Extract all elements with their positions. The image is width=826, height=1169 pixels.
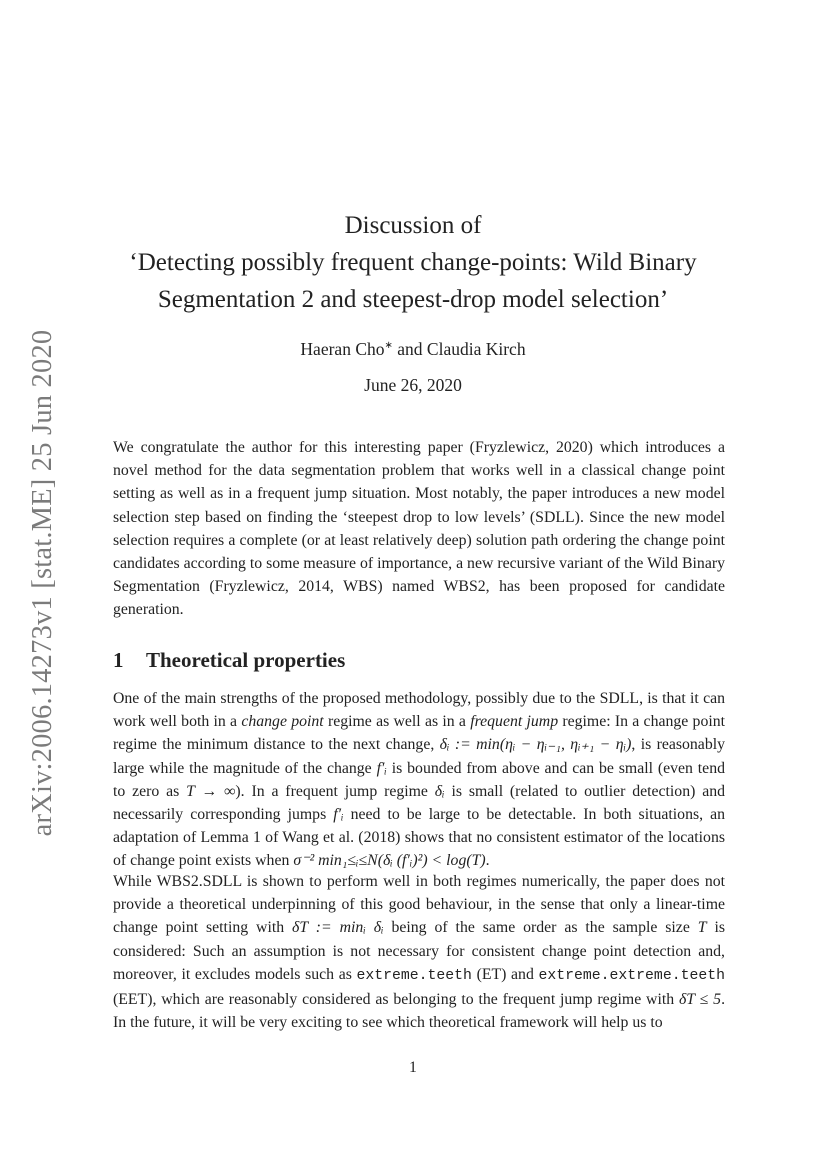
section-title: Theoretical properties xyxy=(146,648,346,672)
text-run: . xyxy=(485,852,490,870)
text-run: is considered: Such an assumption is not necessary for consistent change point detection and, moreover, it excludes models such as xyxy=(113,919,725,983)
math-expression: T xyxy=(697,919,707,937)
emphasis-text: frequent jump xyxy=(470,713,559,731)
math-expression: f′ᵢ xyxy=(333,806,344,824)
body-paragraph xyxy=(113,687,725,873)
title-line-3: Segmentation 2 and steepest-drop model selection’ xyxy=(157,286,669,313)
math-expression: T → ∞ xyxy=(186,782,236,800)
text-run: . In the future, it will be very exciting to see which theoretical framework will help us to xyxy=(113,991,726,1032)
text-run: regime as well as in a xyxy=(323,713,471,731)
text-run: regime: In a change point regime the minimum distance to the next change, xyxy=(113,713,726,754)
section-number: 1 xyxy=(113,648,124,672)
author-name: Claudia Kirch xyxy=(426,339,526,359)
text-run: (EET), which are reasonably considered as belonging to the frequent jump regime with xyxy=(113,991,679,1009)
text-run: being of the same order as the sample size xyxy=(383,919,698,937)
text-run: , is reasonably large while the magnitude of the change xyxy=(113,736,726,777)
math-expression: δT := minᵢ δᵢ xyxy=(292,919,384,937)
text-run: is small (related to outlier detection) and necessarily corresponding jumps xyxy=(113,782,725,824)
text-run: need to be large to be detectable. In both situations, an adaptation of Lemma 1 of Wang et al. (2018) shows that no consistent estimator of the locations of change point exists when xyxy=(113,806,725,870)
body-paragraph xyxy=(113,870,725,1034)
text-run: (ET) and xyxy=(471,965,539,983)
text-run: While WBS2.SDLL is shown to perform well in both regimes numerically, the paper does not provide a theoretical underpinning of this good behaviour, in the sense that only a linear-time change point setting with xyxy=(113,873,725,937)
math-expression: δᵢ := min(ηᵢ − ηᵢ₋₁, ηᵢ₊₁ − ηᵢ) xyxy=(439,736,632,754)
math-expression: δᵢ xyxy=(434,782,445,800)
paper-date: June 26, 2020 xyxy=(364,375,462,395)
title-line-1: Discussion of xyxy=(344,212,482,239)
emphasis-text: change point xyxy=(241,713,324,731)
author-name: Haeran Cho xyxy=(300,339,385,359)
text-run: is bounded from above and can be small (even tend to zero as xyxy=(113,759,725,800)
title-line-2: ‘Detecting possibly frequent change-points: Wild Binary xyxy=(129,249,697,276)
math-expression: σ⁻² min₁≤ᵢ≤N(δᵢ (f′ᵢ)²) < log(T) xyxy=(293,852,486,870)
arxiv-identifier: arXiv:2006.14273v1 [stat.ME] 25 Jun 2020 xyxy=(27,329,58,837)
author-separator: and xyxy=(392,339,427,359)
section-heading xyxy=(113,648,345,673)
code-text: extreme.teeth xyxy=(356,967,472,984)
paper-title xyxy=(0,207,826,318)
abstract-paragraph: We congratulate the author for this interesting paper (Fryzlewicz, 2020) which introduces a novel method for the data segmentation problem that works well in a classical change point setting as well as in a frequent jump situation. Most notably, the paper introduces a new model selection step based on finding the ‘steepest drop to low levels’ (SDLL). Since the new model selection requires a complete (or at least relatively deep) solution path ordering the change point candidates according to some measure of importance, a new recursive variant of the Wild Binary Segmentation (Fryzlewicz, 2014, WBS) named WBS2, has been proposed for candidate generation. xyxy=(113,439,725,619)
page-number: 1 xyxy=(409,1059,417,1076)
author-list xyxy=(0,339,826,360)
code-text: extreme.extreme.teeth xyxy=(538,967,725,984)
text-run: One of the main strengths of the proposed methodology, possibly due to the SDLL, is that it can work well both in a xyxy=(113,690,725,731)
math-expression: f′ᵢ xyxy=(376,759,387,777)
text-run: ). In a frequent jump regime xyxy=(235,782,435,800)
math-expression: δT ≤ 5 xyxy=(678,991,722,1009)
author-footnote-mark: ∗ xyxy=(384,340,393,352)
